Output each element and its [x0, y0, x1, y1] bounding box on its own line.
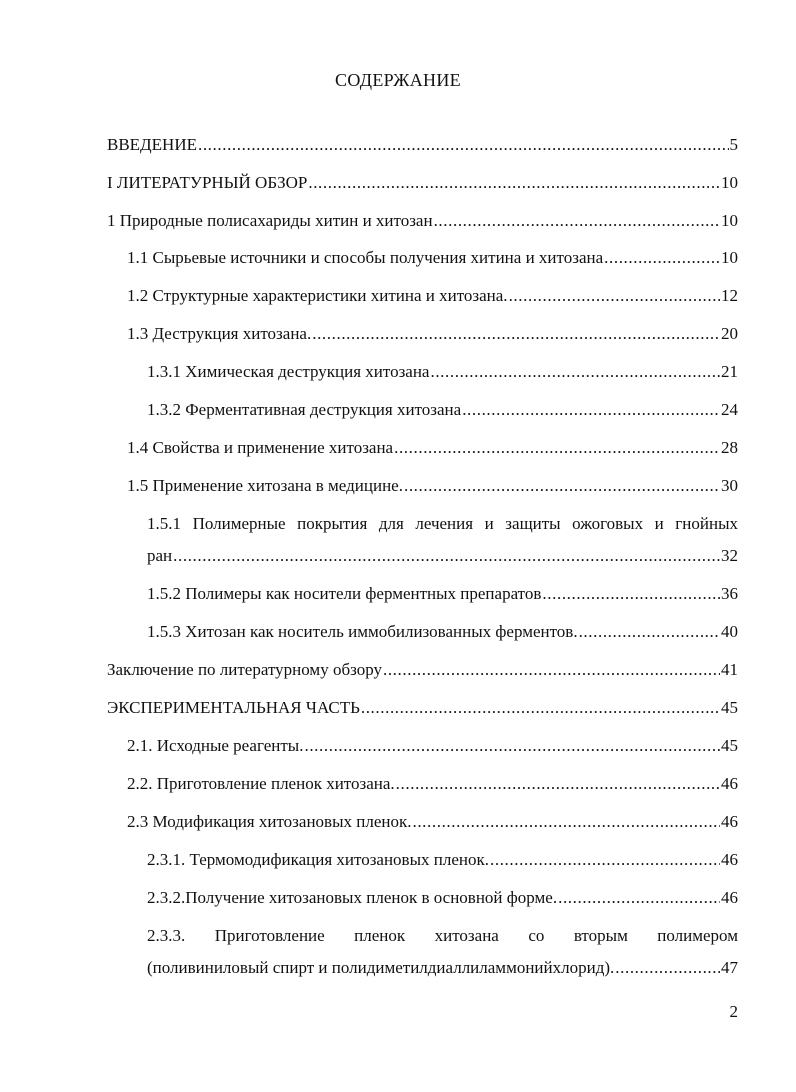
- toc-entry-label: 2.3.1. Термомодификация хитозановых пленок.: [147, 850, 489, 869]
- toc-entry-label: 1.1 Сырьевые источники и способы получения хитина и хитозана: [127, 248, 604, 267]
- toc-entry-label: 1.2 Структурные характеристики хитина и хитозана.: [127, 286, 508, 305]
- toc-entry-page: 46: [721, 812, 738, 831]
- toc-entry-conclusion[interactable]: [107, 659, 738, 681]
- toc-entry-1-1[interactable]: [127, 247, 738, 269]
- toc-entry-1-3-1[interactable]: [147, 361, 738, 383]
- toc-entry-1-2[interactable]: [127, 285, 738, 307]
- toc-leader-dots: [542, 583, 720, 605]
- toc-entry-label: ВВЕДЕНИЕ: [107, 135, 197, 154]
- toc-entry-page: 46: [721, 850, 738, 869]
- toc-entry-label: 1 Природные полисахариды хитин и хитозан: [107, 211, 433, 230]
- toc-entry-2-2[interactable]: [127, 773, 738, 795]
- toc-leader-dots: [434, 210, 720, 232]
- toc-entry-1-3[interactable]: [127, 323, 738, 345]
- toc-entry-1-4[interactable]: [127, 437, 738, 459]
- toc-entry-1-3-2[interactable]: [147, 399, 738, 421]
- toc-entry-page: 28: [721, 438, 738, 457]
- toc-entry-2-3-3-line1[interactable]: 2.3.3. Приготовление пленок хитозана со вторым полимером: [147, 926, 738, 945]
- toc-entry-2-3-2[interactable]: [147, 887, 738, 909]
- toc-leader-dots: [198, 134, 729, 156]
- toc-leader-dots: [383, 659, 720, 681]
- toc-leader-dots: [394, 437, 720, 459]
- toc-entry-page: 45: [721, 698, 738, 717]
- toc-leader-dots: [462, 399, 720, 421]
- toc-leader-dots: [312, 323, 720, 345]
- toc-leader-dots: [604, 247, 720, 269]
- toc-entry-1-5-1-line2[interactable]: [147, 545, 738, 567]
- toc-entry-label: 2.2. Приготовление пленок хитозана.: [127, 774, 395, 793]
- toc-entry-literature-review[interactable]: [107, 172, 738, 194]
- toc-entry-page: 12: [721, 286, 738, 305]
- toc-entry-page: 10: [721, 173, 738, 192]
- toc-entry-page: 5: [729, 135, 738, 154]
- toc-leader-dots: [404, 475, 720, 497]
- toc-leader-dots: [361, 697, 720, 719]
- toc-leader-dots: [430, 361, 720, 383]
- page-title: СОДЕРЖАНИЕ: [335, 70, 461, 90]
- toc-entry-page: 47: [721, 958, 738, 977]
- toc-leader-dots: [396, 773, 720, 795]
- toc-entry-page: 40: [721, 622, 738, 641]
- toc-entry-introduction[interactable]: [107, 134, 738, 156]
- toc-entry-label: ран: [147, 546, 173, 565]
- toc-leader-dots: [509, 285, 720, 307]
- toc-entry-label: 1.3 Деструкция хитозана.: [127, 324, 312, 343]
- toc-entry-label: (поливиниловый спирт и полидиметилдиаллиламмонийхлорид).: [147, 958, 615, 977]
- toc-entry-label: 1.3.1 Химическая деструкция хитозана: [147, 362, 430, 381]
- toc-entry-page: 36: [721, 584, 738, 603]
- toc-entry-1-5-3[interactable]: [147, 621, 738, 643]
- toc-entry-page: 46: [721, 888, 738, 907]
- toc-entry-1[interactable]: [107, 210, 738, 232]
- toc-entry-label: I ЛИТЕРАТУРНЫЙ ОБЗОР: [107, 173, 308, 192]
- toc-entry-label: 2.3 Модификация хитозановых пленок.: [127, 812, 412, 831]
- toc-entry-label: 1.5 Применение хитозана в медицине.: [127, 476, 403, 495]
- toc-entry-1-5-2[interactable]: [147, 583, 738, 605]
- toc-entry-page: 21: [721, 362, 738, 381]
- toc-leader-dots: [558, 887, 720, 909]
- toc-entry-experimental[interactable]: [107, 697, 738, 719]
- toc-entry-page: 24: [721, 400, 738, 419]
- toc-leader-dots: [412, 811, 720, 833]
- toc-leader-dots: [304, 735, 720, 757]
- page-number: 2: [729, 1002, 738, 1021]
- toc-entry-page: 41: [721, 660, 738, 679]
- toc-entry-1-5-1-line1[interactable]: 1.5.1 Полимерные покрытия для лечения и защиты ожоговых и гнойных: [147, 514, 738, 533]
- toc-entry-page: 45: [721, 736, 738, 755]
- toc-entry-label: 2.3.2.Получение хитозановых пленок в основной форме.: [147, 888, 558, 907]
- toc-entry-label: ЭКСПЕРИМЕНТАЛЬНАЯ ЧАСТЬ: [107, 698, 360, 717]
- toc-entry-label: 1.5.3 Хитозан как носитель иммобилизованных ферментов.: [147, 622, 578, 641]
- toc-entry-label: 1.3.2 Ферментативная деструкция хитозана: [147, 400, 462, 419]
- toc-entry-2-3-3-line2[interactable]: [147, 957, 738, 979]
- toc-entry-page: 30: [721, 476, 738, 495]
- toc-entry-2-3[interactable]: [127, 811, 738, 833]
- toc-entry-page: 20: [721, 324, 738, 343]
- toc-leader-dots: [579, 621, 720, 643]
- toc-entry-1-5[interactable]: [127, 475, 738, 497]
- toc-entry-2-1[interactable]: [127, 735, 738, 757]
- toc-entry-label: 1.4 Свойства и применение хитозана: [127, 438, 394, 457]
- toc-entry-label: Заключение по литературному обзору: [107, 660, 382, 679]
- toc-entry-label: 1.5.2 Полимеры как носители ферментных препаратов: [147, 584, 542, 603]
- toc-entry-label: 2.1. Исходные реагенты.: [127, 736, 304, 755]
- toc-leader-dots: [308, 172, 720, 194]
- toc-entry-page: 10: [721, 211, 738, 230]
- toc-entry-page: 32: [721, 546, 738, 565]
- toc-entry-2-3-1[interactable]: [147, 849, 738, 871]
- toc-leader-dots: [615, 957, 720, 979]
- toc-entry-page: 46: [721, 774, 738, 793]
- toc-entry-page: 10: [721, 248, 738, 267]
- toc-leader-dots: [173, 545, 720, 567]
- toc-leader-dots: [490, 849, 720, 871]
